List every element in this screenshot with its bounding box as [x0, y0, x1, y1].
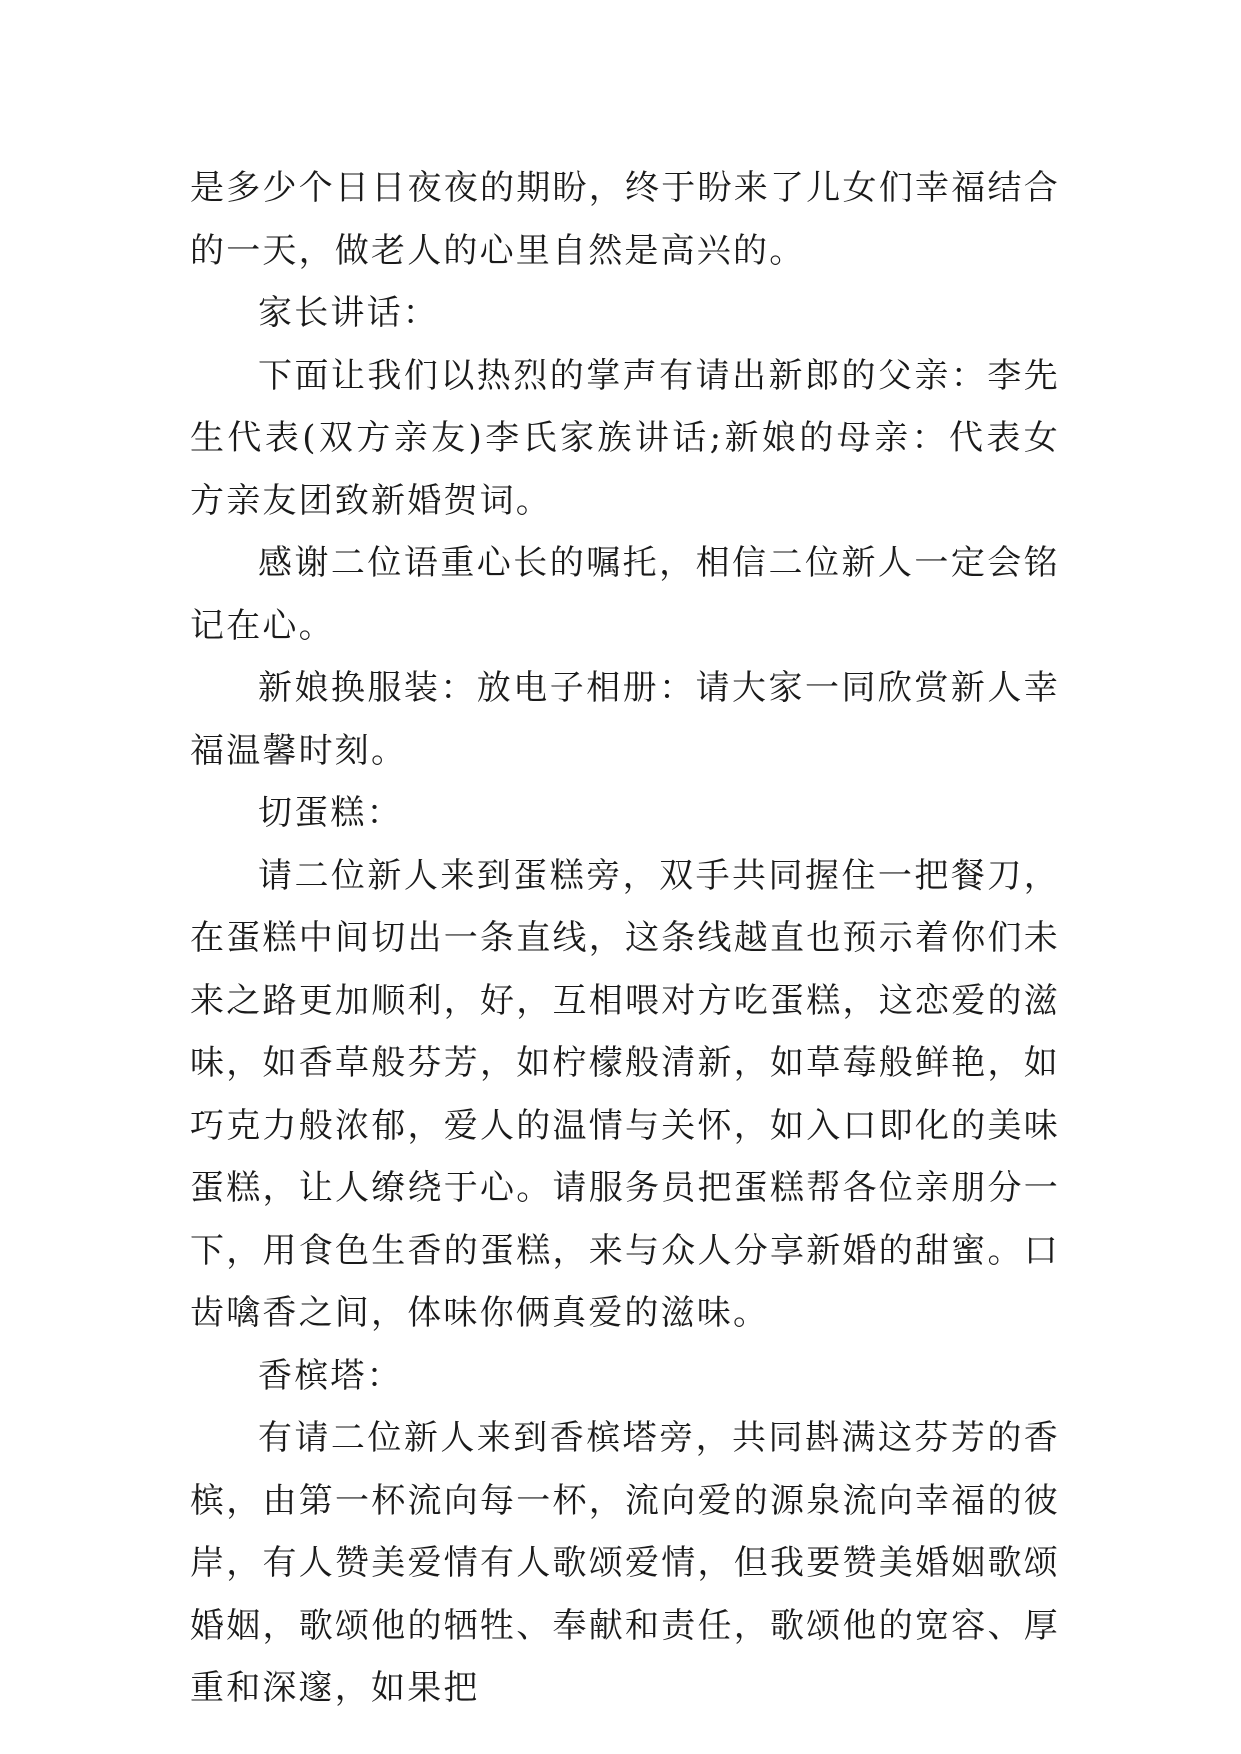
paragraph-thanks: 感谢二位语重心长的嘱托，相信二位新人一定会铭记在心。 [190, 543, 1060, 646]
paragraph-cake-cutting: 请二位新人来到蛋糕旁，双手共同握住一把餐刀，在蛋糕中间切出一条直线，这条线越直也预示着你们未来之路更加顺利，好，互相喂对方吃蛋糕，这恋爱的滋味，如香草般芬芳，如柠檬般清新，如草莓般鲜艳，如巧克力般浓郁，爱人的温情与关怀，如入口即化的美味蛋糕，让人缭绕于心。请服务员把蛋糕帮各位亲朋分一下，用食色生香的蛋糕，来与众人分享新婚的甜蜜。口齿噙香之间，体味你俩真爱的滋味。 [190, 855, 1060, 1333]
paragraph-continuation: 是多少个日日夜夜的期盼，终于盼来了儿女们幸福结合的一天，做老人的心里自然是高兴的。 [190, 168, 1060, 271]
paragraph-photo-album: 新娘换服装：放电子相册：请大家一同欣赏新人幸福温馨时刻。 [190, 668, 1060, 771]
paragraph-parent-speech: 下面让我们以热烈的掌声有请出新郎的父亲：李先生代表(双方亲友)李氏家族讲话;新娘的母亲：代表女方亲友团致新婚贺词。 [190, 355, 1060, 521]
heading-cake-cutting: 切蛋糕： [258, 793, 403, 833]
paragraph-champagne-tower: 有请二位新人来到香槟塔旁，共同斟满这芬芳的香槟，由第一杯流向每一杯，流向爱的源泉流向幸福的彼岸，有人赞美爱情有人歌颂爱情，但我要赞美婚姻歌颂婚姻，歌颂他的牺牲、奉献和责任，歌颂他的宽容、厚重和深邃，如果把 [190, 1418, 1060, 1708]
document-body [190, 157, 1060, 1720]
heading-parent-speech: 家长讲话： [258, 293, 439, 333]
heading-champagne-tower: 香槟塔： [258, 1355, 403, 1396]
